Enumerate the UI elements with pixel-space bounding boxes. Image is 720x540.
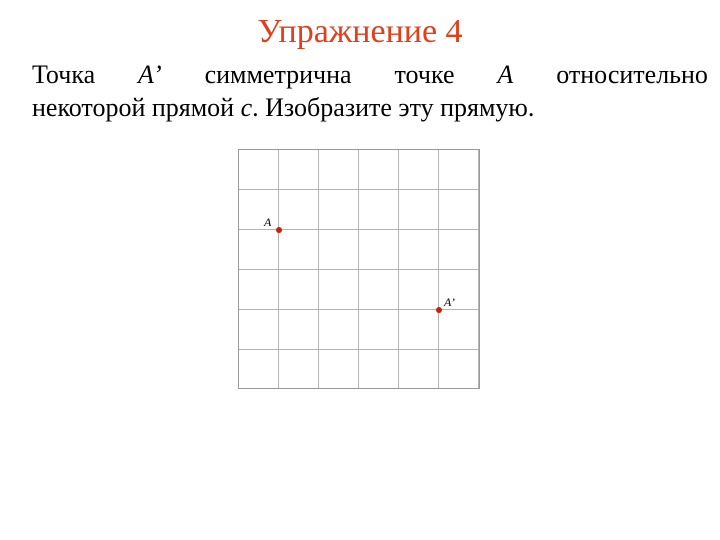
point-a-label: A: [264, 215, 272, 229]
point-a-prime-label: A’: [444, 295, 455, 309]
point-a-dot: [276, 227, 282, 233]
exercise-text-line-1: [32, 58, 708, 91]
var-c: c: [240, 93, 253, 122]
var-a-prime: A’: [138, 60, 162, 89]
slide-title: Упражнение 4: [257, 13, 463, 50]
word-tochka: Точка: [32, 60, 96, 89]
var-a: A: [497, 60, 514, 89]
text-izobrazite: . Изобразите эту прямую.: [252, 93, 535, 122]
exercise-text: [32, 58, 708, 124]
point-a-prime-dot: [436, 307, 442, 313]
word-simmetrichna: симметрична: [204, 60, 352, 89]
word-otnositelno: относительно: [556, 60, 708, 89]
exercise-text-line-2: [32, 91, 708, 124]
text-nekotoroy-pryamoy: некоторой прямой: [32, 93, 241, 122]
square-grid: [238, 149, 480, 389]
word-tochke: точке: [394, 60, 455, 89]
